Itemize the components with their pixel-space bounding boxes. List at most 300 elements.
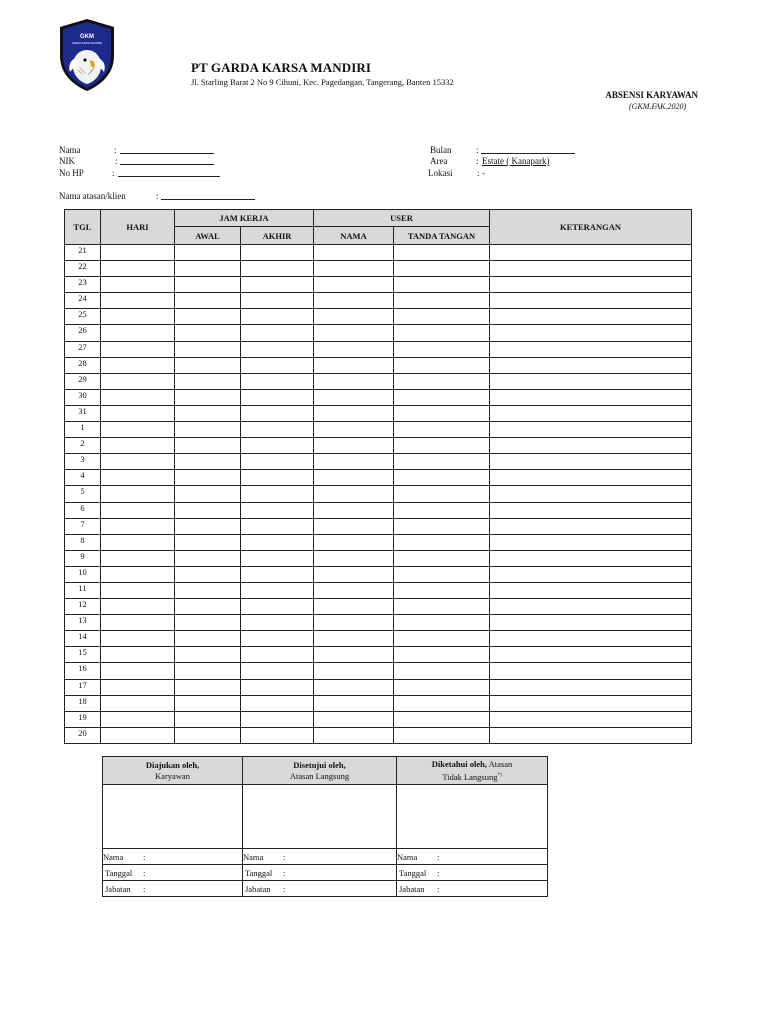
cell-akhir[interactable]: [241, 711, 314, 727]
cell-akhir[interactable]: [241, 261, 314, 277]
cell-akhir[interactable]: [241, 663, 314, 679]
table-row: [65, 679, 692, 695]
cell-awal[interactable]: [175, 405, 241, 421]
cell-hari[interactable]: [101, 454, 175, 470]
cell-hari[interactable]: [101, 711, 175, 727]
cell-keterangan[interactable]: [490, 582, 692, 598]
cell-hari[interactable]: [101, 373, 175, 389]
cell-tgl: 7: [65, 518, 101, 534]
cell-keterangan[interactable]: [490, 341, 692, 357]
cell-tanda-tangan[interactable]: [394, 245, 490, 261]
table-row: [65, 470, 692, 486]
cell-nama[interactable]: [314, 405, 394, 421]
header-tanda-tangan: TANDA TANGAN: [394, 227, 490, 245]
signature-box-atasan-langsung[interactable]: [243, 785, 397, 849]
cell-akhir[interactable]: [241, 309, 314, 325]
sign-header-disetujui: Disetujui oleh, Atasan Langsung: [243, 757, 397, 785]
cell-awal[interactable]: [175, 631, 241, 647]
field-area-value: Estate ( Kanapark): [482, 156, 550, 166]
field-nama-blank[interactable]: [120, 145, 214, 154]
cell-awal[interactable]: [175, 341, 241, 357]
cell-awal[interactable]: [175, 454, 241, 470]
header-user: USER: [314, 210, 490, 227]
field-no-hp-blank[interactable]: [118, 168, 220, 177]
cell-tanda-tangan[interactable]: [394, 647, 490, 663]
field-bulan: Bulan :: [430, 145, 452, 155]
cell-keterangan[interactable]: [490, 615, 692, 631]
cell-awal[interactable]: [175, 277, 241, 293]
cell-awal[interactable]: [175, 647, 241, 663]
cell-hari[interactable]: [101, 679, 175, 695]
cell-tanda-tangan[interactable]: [394, 389, 490, 405]
cell-hari[interactable]: [101, 341, 175, 357]
cell-nama[interactable]: [314, 631, 394, 647]
cell-keterangan[interactable]: [490, 261, 692, 277]
cell-nama[interactable]: [314, 582, 394, 598]
cell-nama[interactable]: [314, 438, 394, 454]
table-row: [65, 486, 692, 502]
cell-awal[interactable]: [175, 422, 241, 438]
cell-nama[interactable]: [314, 663, 394, 679]
cell-hari[interactable]: [101, 518, 175, 534]
cell-hari[interactable]: [101, 325, 175, 341]
table-row: [65, 663, 692, 679]
cell-tanda-tangan[interactable]: [394, 582, 490, 598]
cell-tanda-tangan[interactable]: [394, 663, 490, 679]
cell-akhir[interactable]: [241, 566, 314, 582]
sign-nama-2[interactable]: Nama :: [243, 849, 397, 865]
cell-akhir[interactable]: [241, 389, 314, 405]
table-row: [65, 405, 692, 421]
cell-tgl: 9: [65, 550, 101, 566]
cell-nama[interactable]: [314, 566, 394, 582]
cell-keterangan[interactable]: [490, 422, 692, 438]
table-row: [65, 534, 692, 550]
cell-akhir[interactable]: [241, 245, 314, 261]
cell-hari[interactable]: [101, 695, 175, 711]
cell-tgl: 11: [65, 582, 101, 598]
table-row: [65, 245, 692, 261]
cell-nama[interactable]: [314, 277, 394, 293]
cell-awal[interactable]: [175, 582, 241, 598]
header-keterangan: KETERANGAN: [490, 210, 692, 245]
cell-akhir[interactable]: [241, 325, 314, 341]
cell-tgl: 28: [65, 357, 101, 373]
cell-awal[interactable]: [175, 599, 241, 615]
cell-tgl: 22: [65, 261, 101, 277]
cell-awal[interactable]: [175, 357, 241, 373]
cell-nama[interactable]: [314, 357, 394, 373]
cell-keterangan[interactable]: [490, 727, 692, 743]
cell-nama[interactable]: [314, 502, 394, 518]
document-title: ABSENSI KARYAWAN: [605, 90, 698, 100]
cell-awal[interactable]: [175, 325, 241, 341]
sign-jabatan-3[interactable]: Jabatan :: [397, 881, 548, 897]
cell-akhir[interactable]: [241, 277, 314, 293]
cell-akhir[interactable]: [241, 438, 314, 454]
cell-awal[interactable]: [175, 566, 241, 582]
cell-tanda-tangan[interactable]: [394, 438, 490, 454]
cell-tanda-tangan[interactable]: [394, 422, 490, 438]
table-row: [65, 438, 692, 454]
table-row: [65, 647, 692, 663]
cell-hari[interactable]: [101, 309, 175, 325]
cell-tgl: 14: [65, 631, 101, 647]
cell-akhir[interactable]: [241, 454, 314, 470]
cell-nama[interactable]: [314, 615, 394, 631]
cell-keterangan[interactable]: [490, 325, 692, 341]
cell-nama[interactable]: [314, 470, 394, 486]
sign-header-diajukan: Diajukan oleh, Karyawan: [103, 757, 243, 785]
cell-tanda-tangan[interactable]: [394, 470, 490, 486]
cell-keterangan[interactable]: [490, 389, 692, 405]
table-row: [65, 341, 692, 357]
header-tgl: TGL: [65, 210, 101, 245]
attendance-rows: [65, 245, 692, 744]
cell-akhir[interactable]: [241, 357, 314, 373]
cell-akhir[interactable]: [241, 373, 314, 389]
cell-tgl: 1: [65, 422, 101, 438]
document-code: (GKM.FAK.2020): [629, 102, 687, 111]
sign-tanggal-2[interactable]: Tanggal :: [243, 865, 397, 881]
sign-header-diketahui: Diketahui oleh, Atasan Tidak Langsung*): [397, 757, 548, 785]
cell-nama[interactable]: [314, 341, 394, 357]
cell-nama[interactable]: [314, 727, 394, 743]
cell-tgl: 12: [65, 599, 101, 615]
field-nik: NIK :: [59, 156, 75, 166]
cell-hari[interactable]: [101, 631, 175, 647]
cell-nama[interactable]: [314, 486, 394, 502]
field-bulan-label: Bulan: [430, 145, 452, 155]
table-row: [65, 502, 692, 518]
cell-tanda-tangan[interactable]: [394, 566, 490, 582]
cell-keterangan[interactable]: [490, 695, 692, 711]
cell-tgl: 19: [65, 711, 101, 727]
cell-hari[interactable]: [101, 470, 175, 486]
cell-keterangan[interactable]: [490, 454, 692, 470]
field-bulan-blank[interactable]: [481, 145, 575, 154]
cell-keterangan[interactable]: [490, 679, 692, 695]
cell-hari[interactable]: [101, 486, 175, 502]
cell-tgl: 18: [65, 695, 101, 711]
table-row: [65, 518, 692, 534]
cell-hari[interactable]: [101, 502, 175, 518]
cell-hari[interactable]: [101, 647, 175, 663]
cell-tanda-tangan[interactable]: [394, 599, 490, 615]
cell-tgl: 17: [65, 679, 101, 695]
cell-akhir[interactable]: [241, 422, 314, 438]
cell-nama[interactable]: [314, 293, 394, 309]
table-row: [65, 389, 692, 405]
cell-awal[interactable]: [175, 518, 241, 534]
cell-tanda-tangan[interactable]: [394, 325, 490, 341]
cell-tanda-tangan[interactable]: [394, 679, 490, 695]
cell-nama[interactable]: [314, 245, 394, 261]
cell-akhir[interactable]: [241, 341, 314, 357]
cell-tgl: 30: [65, 389, 101, 405]
cell-nama[interactable]: [314, 647, 394, 663]
sign-jabatan-1[interactable]: Jabatan :: [103, 881, 243, 897]
sign-jabatan-2[interactable]: Jabatan :: [243, 881, 397, 897]
table-row: [65, 373, 692, 389]
field-no-hp-label: No HP: [59, 168, 84, 178]
cell-keterangan[interactable]: [490, 550, 692, 566]
cell-akhir[interactable]: [241, 599, 314, 615]
cell-hari[interactable]: [101, 599, 175, 615]
cell-nama[interactable]: [314, 534, 394, 550]
table-row: [65, 615, 692, 631]
company-name: PT GARDA KARSA MANDIRI: [191, 60, 372, 75]
cell-hari[interactable]: [101, 566, 175, 582]
table-row: [65, 582, 692, 598]
cell-nama[interactable]: [314, 679, 394, 695]
table-row: [65, 261, 692, 277]
cell-tgl: 5: [65, 486, 101, 502]
cell-akhir[interactable]: [241, 550, 314, 566]
cell-tgl: 15: [65, 647, 101, 663]
field-lokasi-label: Lokasi: [428, 168, 453, 178]
cell-hari[interactable]: [101, 615, 175, 631]
field-atasan: Nama atasan/klien :: [59, 191, 126, 201]
sign-nama-1[interactable]: Nama :: [103, 849, 243, 865]
cell-keterangan[interactable]: [490, 711, 692, 727]
cell-keterangan[interactable]: [490, 566, 692, 582]
cell-awal[interactable]: [175, 293, 241, 309]
cell-tanda-tangan[interactable]: [394, 486, 490, 502]
cell-awal[interactable]: [175, 373, 241, 389]
field-atasan-label: Nama atasan/klien: [59, 191, 126, 201]
cell-akhir[interactable]: [241, 582, 314, 598]
cell-awal[interactable]: [175, 727, 241, 743]
cell-awal[interactable]: [175, 245, 241, 261]
table-row: [65, 711, 692, 727]
company-logo: [56, 18, 118, 92]
logo-initials: GKM: [80, 34, 94, 40]
cell-tgl: 20: [65, 727, 101, 743]
cell-tanda-tangan[interactable]: [394, 341, 490, 357]
cell-hari[interactable]: [101, 582, 175, 598]
field-area: Area : Estate ( Kanapark): [430, 156, 550, 166]
cell-keterangan[interactable]: [490, 663, 692, 679]
cell-nama[interactable]: [314, 325, 394, 341]
cell-hari[interactable]: [101, 261, 175, 277]
cell-akhir[interactable]: [241, 293, 314, 309]
cell-tgl: 27: [65, 341, 101, 357]
cell-tanda-tangan[interactable]: [394, 534, 490, 550]
logo-subtext: GARDA KARSA MANDIRI: [71, 42, 103, 45]
cell-tanda-tangan[interactable]: [394, 518, 490, 534]
cell-akhir[interactable]: [241, 615, 314, 631]
cell-akhir[interactable]: [241, 486, 314, 502]
cell-nama[interactable]: [314, 373, 394, 389]
cell-nama[interactable]: [314, 695, 394, 711]
field-area-label: Area: [430, 156, 448, 166]
cell-nama[interactable]: [314, 599, 394, 615]
cell-keterangan[interactable]: [490, 486, 692, 502]
cell-nama[interactable]: [314, 711, 394, 727]
cell-awal[interactable]: [175, 261, 241, 277]
cell-keterangan[interactable]: [490, 245, 692, 261]
field-no-hp: No HP :: [59, 168, 84, 178]
table-row: [65, 277, 692, 293]
cell-akhir[interactable]: [241, 405, 314, 421]
cell-tgl: 3: [65, 454, 101, 470]
cell-tgl: 2: [65, 438, 101, 454]
field-lokasi: Lokasi : -: [428, 168, 485, 178]
cell-keterangan[interactable]: [490, 470, 692, 486]
cell-tanda-tangan[interactable]: [394, 631, 490, 647]
cell-tgl: 8: [65, 534, 101, 550]
cell-tanda-tangan[interactable]: [394, 711, 490, 727]
cell-awal[interactable]: [175, 679, 241, 695]
cell-hari[interactable]: [101, 245, 175, 261]
cell-nama[interactable]: [314, 261, 394, 277]
cell-akhir[interactable]: [241, 534, 314, 550]
cell-tanda-tangan[interactable]: [394, 405, 490, 421]
cell-nama[interactable]: [314, 550, 394, 566]
cell-tgl: 26: [65, 325, 101, 341]
table-row: [65, 550, 692, 566]
cell-keterangan[interactable]: [490, 599, 692, 615]
cell-tgl: 24: [65, 293, 101, 309]
table-row: [65, 309, 692, 325]
cell-keterangan[interactable]: [490, 502, 692, 518]
cell-awal[interactable]: [175, 502, 241, 518]
cell-akhir[interactable]: [241, 518, 314, 534]
cell-hari[interactable]: [101, 405, 175, 421]
cell-keterangan[interactable]: [490, 438, 692, 454]
cell-tgl: 16: [65, 663, 101, 679]
cell-tanda-tangan[interactable]: [394, 357, 490, 373]
cell-awal[interactable]: [175, 534, 241, 550]
cell-nama[interactable]: [314, 422, 394, 438]
cell-akhir[interactable]: [241, 502, 314, 518]
cell-hari[interactable]: [101, 357, 175, 373]
cell-keterangan[interactable]: [490, 293, 692, 309]
table-row: [65, 695, 692, 711]
cell-keterangan[interactable]: [490, 309, 692, 325]
signature-table: [102, 756, 548, 897]
cell-akhir[interactable]: [241, 631, 314, 647]
cell-hari[interactable]: [101, 550, 175, 566]
cell-awal[interactable]: [175, 486, 241, 502]
cell-tanda-tangan[interactable]: [394, 373, 490, 389]
table-row: [65, 325, 692, 341]
cell-keterangan[interactable]: [490, 357, 692, 373]
cell-hari[interactable]: [101, 389, 175, 405]
cell-keterangan[interactable]: [490, 405, 692, 421]
table-row: [65, 293, 692, 309]
signature-box-karyawan[interactable]: [103, 785, 243, 849]
field-nama-label: Nama: [59, 145, 81, 155]
cell-hari[interactable]: [101, 293, 175, 309]
table-row: [65, 727, 692, 743]
cell-keterangan[interactable]: [490, 534, 692, 550]
cell-awal[interactable]: [175, 470, 241, 486]
table-row: [65, 566, 692, 582]
table-row: [65, 454, 692, 470]
cell-hari[interactable]: [101, 438, 175, 454]
cell-keterangan[interactable]: [490, 373, 692, 389]
cell-tanda-tangan[interactable]: [394, 309, 490, 325]
cell-akhir[interactable]: [241, 470, 314, 486]
signature-box-atasan-tidak-langsung[interactable]: [397, 785, 548, 849]
field-lokasi-value: -: [482, 168, 485, 178]
sign-nama-3[interactable]: Nama :: [397, 849, 548, 865]
field-atasan-blank[interactable]: [161, 191, 255, 200]
cell-keterangan[interactable]: [490, 518, 692, 534]
cell-hari[interactable]: [101, 277, 175, 293]
cell-tgl: 25: [65, 309, 101, 325]
table-row: [65, 422, 692, 438]
cell-akhir[interactable]: [241, 647, 314, 663]
cell-hari[interactable]: [101, 422, 175, 438]
cell-tgl: 4: [65, 470, 101, 486]
cell-tanda-tangan[interactable]: [394, 277, 490, 293]
cell-akhir[interactable]: [241, 679, 314, 695]
cell-tanda-tangan[interactable]: [394, 550, 490, 566]
cell-hari[interactable]: [101, 534, 175, 550]
cell-tanda-tangan[interactable]: [394, 615, 490, 631]
cell-awal[interactable]: [175, 309, 241, 325]
cell-tgl: 13: [65, 615, 101, 631]
cell-awal[interactable]: [175, 438, 241, 454]
cell-tanda-tangan[interactable]: [394, 261, 490, 277]
sign-tanggal-3[interactable]: Tanggal :: [397, 865, 548, 881]
cell-awal[interactable]: [175, 695, 241, 711]
cell-awal[interactable]: [175, 615, 241, 631]
cell-nama[interactable]: [314, 389, 394, 405]
table-row: [65, 631, 692, 647]
cell-keterangan[interactable]: [490, 631, 692, 647]
cell-nama[interactable]: [314, 518, 394, 534]
cell-akhir[interactable]: [241, 695, 314, 711]
cell-tanda-tangan[interactable]: [394, 695, 490, 711]
cell-nama[interactable]: [314, 454, 394, 470]
cell-hari[interactable]: [101, 727, 175, 743]
sign-tanggal-1[interactable]: Tanggal :: [103, 865, 243, 881]
table-row: [65, 599, 692, 615]
company-address: Jl. Starling Barat 2 No 9 Cihuni, Kec. Pagedangan, Tangerang, Banten 15332: [191, 77, 454, 87]
cell-tgl: 29: [65, 373, 101, 389]
cell-tgl: 6: [65, 502, 101, 518]
cell-akhir[interactable]: [241, 727, 314, 743]
cell-tgl: 23: [65, 277, 101, 293]
cell-tanda-tangan[interactable]: [394, 454, 490, 470]
cell-awal[interactable]: [175, 711, 241, 727]
cell-awal[interactable]: [175, 389, 241, 405]
cell-tgl: 10: [65, 566, 101, 582]
attendance-table: [64, 209, 692, 744]
table-row: [65, 357, 692, 373]
field-nama: Nama :: [59, 145, 81, 155]
header-akhir: AKHIR: [241, 227, 314, 245]
header-hari: HARI: [101, 210, 175, 245]
cell-keterangan[interactable]: [490, 277, 692, 293]
header-awal: AWAL: [175, 227, 241, 245]
field-nik-label: NIK: [59, 156, 75, 166]
cell-tgl: 31: [65, 405, 101, 421]
cell-tanda-tangan[interactable]: [394, 502, 490, 518]
cell-awal[interactable]: [175, 663, 241, 679]
cell-hari[interactable]: [101, 663, 175, 679]
field-nik-blank[interactable]: [120, 156, 214, 165]
cell-tanda-tangan[interactable]: [394, 293, 490, 309]
cell-awal[interactable]: [175, 550, 241, 566]
cell-keterangan[interactable]: [490, 647, 692, 663]
cell-tanda-tangan[interactable]: [394, 727, 490, 743]
cell-nama[interactable]: [314, 309, 394, 325]
